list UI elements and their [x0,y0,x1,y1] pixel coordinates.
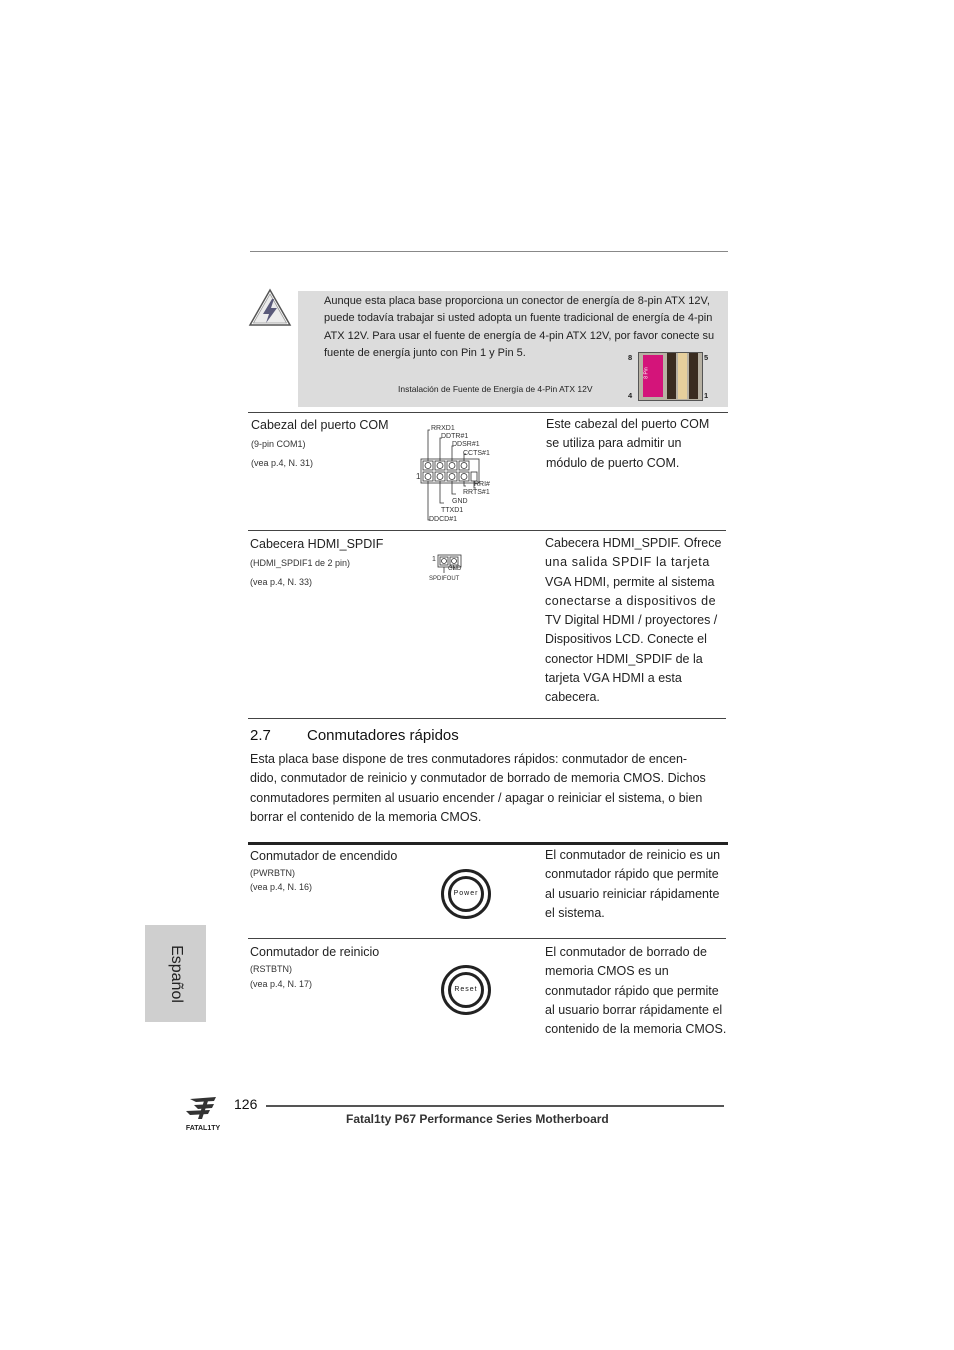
pin-ddcd: DDCD#1 [429,516,458,523]
reset-desc-line: contenido de la memoria CMOS. [545,1022,727,1037]
power-reference: (vea p.4, N. 16) [250,882,313,892]
reset-top-rule [248,938,726,939]
reset-desc-line: conmutador rápido que permite [545,983,719,998]
reset-subtitle: (RSTBTN) [250,964,292,974]
hdmi-description [545,534,735,708]
power-button-illustration [441,869,491,919]
pin-rrxd1: RRXD1 [431,425,455,432]
section-body-line: borrar el contenido de la memoria CMOS. [250,809,482,824]
spdif-pin-gnd: GND [448,566,462,572]
section-body-line: conmutadores permiten al usuario encender / apagar o reiniciar el sistema, o bien [250,790,703,805]
pin-one: 1 [416,472,421,481]
hdmi-top-rule [248,530,726,531]
com-description [546,415,736,473]
note-caption: Instalación de Fuente de Energía de 4-Pin ATX 12V [398,384,593,394]
switch-table-top-rule [248,842,728,845]
com-reference: (vea p.4, N. 31) [251,458,314,468]
footer-rule [266,1105,724,1107]
hdmi-desc-line: conector HDMI_SPDIF de la [545,651,703,666]
pin-ccts: CCTS#1 [463,450,490,457]
hdmi-desc-line: TV Digital HDMI / proyectores / [545,613,718,628]
section-body-line: dido, conmutador de reinicio y conmutador de borrado de memoria CMOS. Dichos [250,771,706,786]
hdmi-desc-line: una salida SPDIF la tarjeta [545,555,710,570]
reset-description [545,943,745,1039]
section-body [250,750,730,827]
hdmi-desc-line: tarjeta VGA HDMI a esta [545,671,682,686]
warning-icon [248,288,292,328]
pin-label-8: 8 [628,353,633,362]
hdmi-desc-line: conectarse a dispositivos de [545,593,717,608]
spdif-pin-one: 1 [432,556,436,563]
fatal1ty-logo [176,1095,230,1135]
com-top-rule [248,412,728,413]
power-subtitle: (PWRBTN) [250,868,295,878]
hdmi-reference: (vea p.4, N. 33) [250,577,313,587]
power-desc-line: al usuario reiniciar rápidamente [545,886,720,901]
connector-label: 8 Pin [643,367,650,379]
note-box [298,291,728,407]
section-body-line: Esta placa base dispone de tres conmutadores rápidos: conmutador de encen- [250,752,688,766]
footer-title: Fatal1ty P67 Performance Series Motherboard [346,1112,609,1126]
page-number: 126 [234,1096,258,1112]
hdmi-desc-line: VGA HDMI, permite al sistema [545,574,715,589]
reset-reference: (vea p.4, N. 17) [250,979,313,989]
com-title: Cabezal del puerto COM [251,418,389,432]
section-title: Conmutadores rápidos [307,727,459,744]
section-top-rule [248,718,726,719]
pin-label-5: 5 [704,353,709,362]
pin-ddtr: DDTR#1 [441,433,469,440]
spdif-pin-out: SPDIFOUT [429,576,460,582]
note-text: Aunque esta placa base proporciona un conector de energía de 8-pin ATX 12V, puede todavía trabajar si usted adopta un fuente tradicional de energía de 4-pin ATX 12V. Para usar el fuente de energía de 4-pin ATX 12V, por favor conecte su fuente de energía junto con Pin 1 y Pin 5. [324,295,715,359]
top-rule [250,251,728,252]
reset-title: Conmutador de reinicio [250,945,380,959]
hdmi-desc-line: Dispositivos LCD. Conecte el [545,632,707,647]
power-title: Conmutador de encendido [250,849,398,863]
pin-ddsr: DDSR#1 [452,441,480,448]
hdmi-subtitle: (HDMI_SPDIF1 de 2 pin) [250,558,351,568]
power-desc-line: conmutador rápido que permite [545,867,719,882]
power-button-label: Power [453,890,479,897]
fatal1ty-logo-text: FATAL1TY [185,1125,221,1132]
language-side-tab-label: Español [167,944,185,1003]
pin-rrts: RRTS#1 [463,489,490,496]
reset-button-illustration [441,965,491,1015]
pin-ttxd1: TTXD1 [441,507,464,514]
reset-desc-line: al usuario borrar rápidamente el [545,1002,723,1017]
language-side-tab [145,925,206,1022]
power-desc-line: el sistema. [545,905,605,920]
pin-label-4: 4 [628,391,633,400]
power-desc-line: El conmutador de reinicio es un [545,848,721,862]
hdmi-desc-line: cabecera. [545,690,600,705]
com-subtitle: (9-pin COM1) [251,439,306,449]
pin-label-1: 1 [704,391,709,400]
section-number: 2.7 [250,727,271,744]
reset-button-label: Reset [454,986,478,993]
atx-connector-illustration [638,352,703,401]
com-desc-line: se utiliza para admitir un [546,436,682,451]
pin-gnd: GND [452,498,468,505]
com-desc-line: módulo de puerto COM. [546,455,680,470]
reset-desc-line: El conmutador de borrado de [545,945,707,959]
hdmi-desc-line: Cabecera HDMI_SPDIF. Ofrece [545,536,722,550]
power-description [545,846,735,923]
hdmi-title: Cabecera HDMI_SPDIF [250,537,384,551]
spdif-header-diagram [436,553,464,577]
pin-rri: RRI# [474,481,490,488]
reset-desc-line: memoria CMOS es un [545,964,669,979]
com-desc-line: Este cabezal del puerto COM [546,417,710,431]
